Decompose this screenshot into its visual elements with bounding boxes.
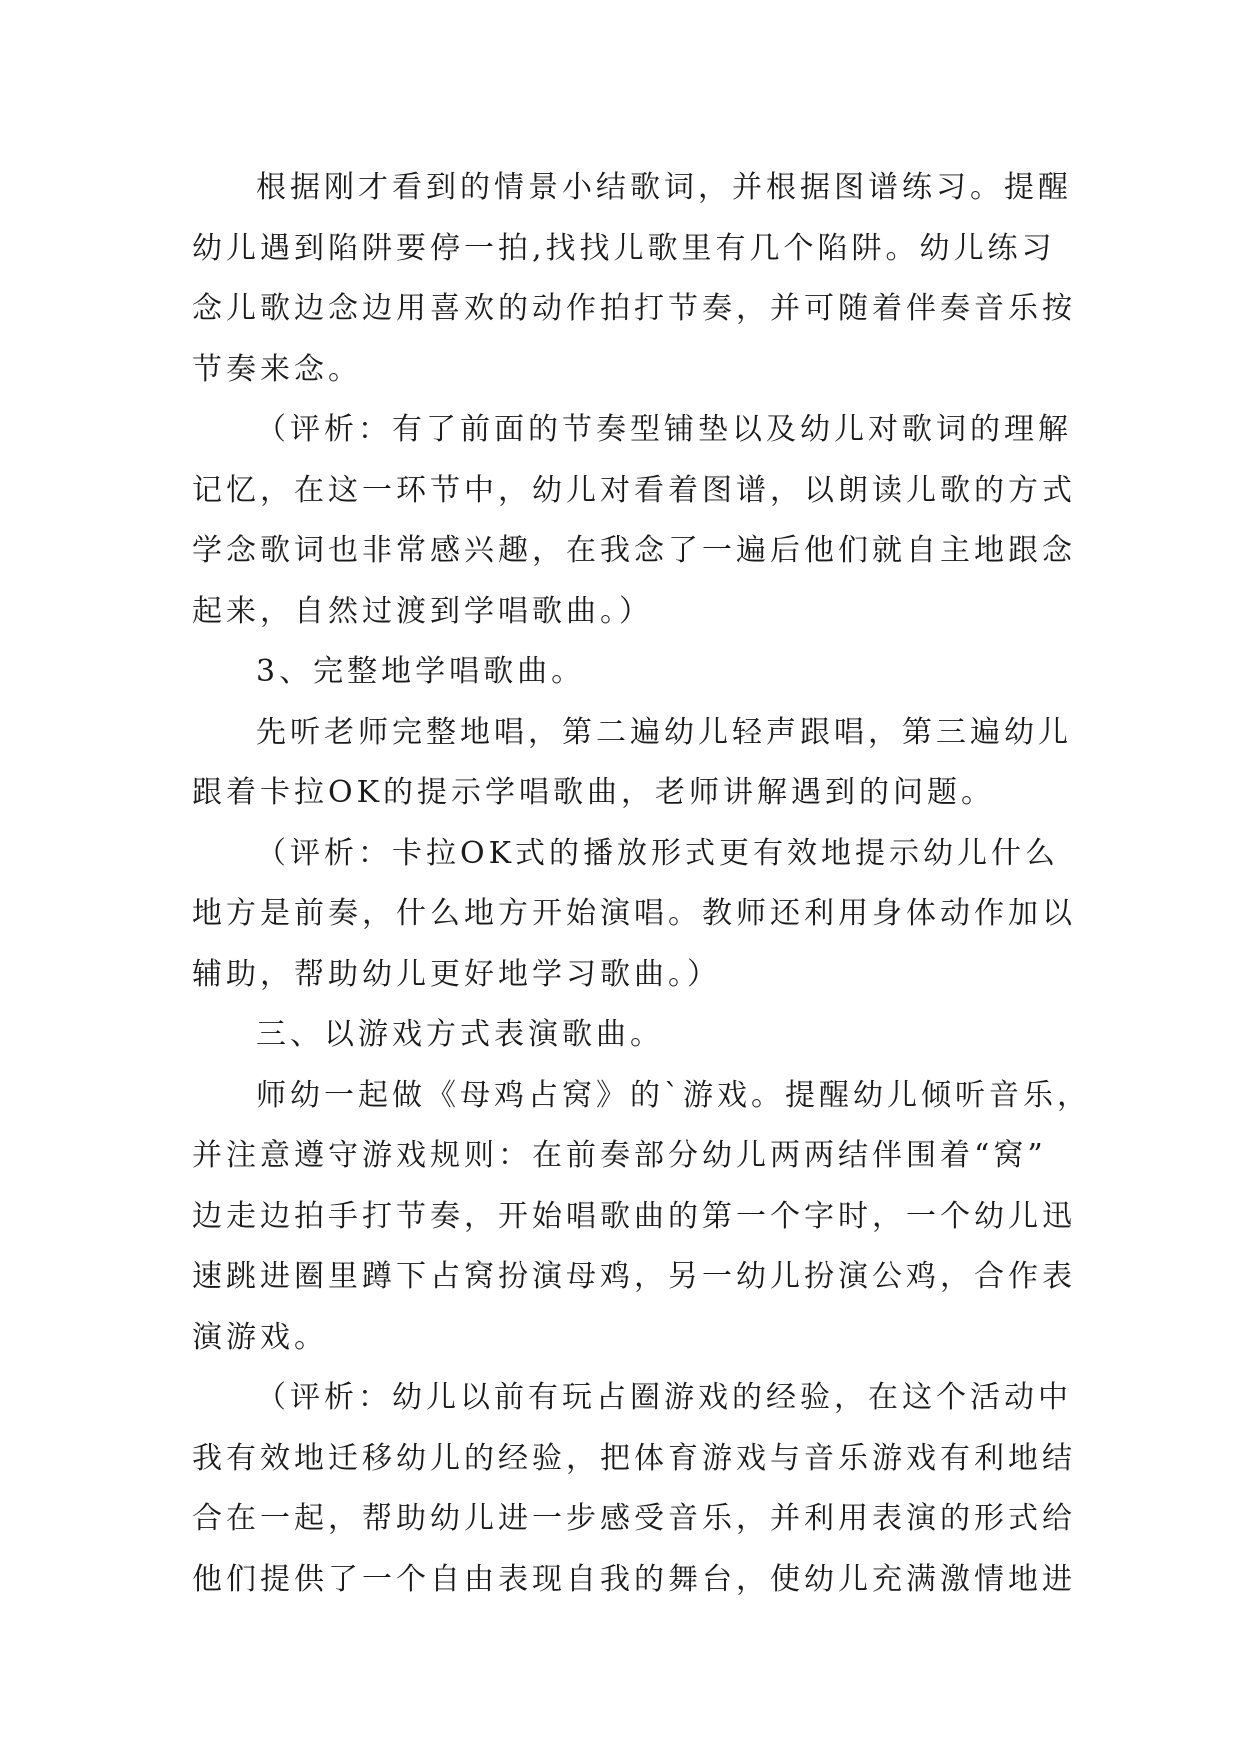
text-line: 念儿歌边念边用喜欢的动作拍打节奏，并可随着伴奏音乐按	[192, 291, 1076, 326]
text-line: （评析：有了前面的节奏型铺垫以及幼儿对歌词的理解	[256, 412, 1072, 447]
text-line: 幼儿遇到陷阱要停一拍,找找儿歌里有几个陷阱。幼儿练习	[192, 230, 1056, 266]
text-line: 速跳进圈里蹲下占窝扮演母鸡，另一幼儿扮演公鸡，合作表	[192, 1259, 1076, 1294]
document-body	[192, 158, 1091, 1610]
text-line: 演游戏。	[192, 1319, 328, 1355]
paragraph	[192, 158, 1076, 400]
paragraph	[192, 1066, 1091, 1369]
text-line: 边走边拍手打节奏，开始唱歌曲的第一个字时，一个幼儿迅	[192, 1198, 1076, 1234]
text-line: （评析：卡拉OK式的播放形式更有效地提示幼儿什么	[256, 835, 1060, 871]
text-line: 记忆，在这一环节中，幼儿对看着图谱，以朗读儿歌的方式	[192, 472, 1076, 508]
text-line: 师幼一起做《母鸡占窝》的`游戏。提醒幼儿倾听音乐，	[256, 1077, 1091, 1113]
section-heading	[192, 642, 1052, 703]
paragraph	[192, 703, 1072, 824]
text-line: 3、完整地学唱歌曲。	[256, 654, 586, 689]
commentary-paragraph	[192, 1368, 1076, 1610]
text-line: 地方是前奏，什么地方开始演唱。教师还利用身体动作加以	[192, 896, 1076, 931]
section-heading	[192, 1005, 1052, 1066]
text-line: 先听老师完整地唱，第二遍幼儿轻声跟唱，第三遍幼儿	[256, 714, 1072, 750]
text-line: （评析：幼儿以前有玩占圈游戏的经验，在这个活动中	[256, 1380, 1072, 1415]
commentary-paragraph	[192, 824, 1076, 1006]
text-line: 辅助，帮助幼儿更好地学习歌曲。）	[192, 956, 721, 992]
text-line: 节奏来念。	[192, 351, 362, 387]
text-line: 跟着卡拉OK的提示学唱歌曲，老师讲解遇到的问题。	[192, 775, 996, 810]
text-line: 他们提供了一个自由表现自我的舞台，使幼儿充满激情地进	[192, 1561, 1076, 1597]
text-line: 合在一起，帮助幼儿进一步感受音乐，并利用表演的形式给	[192, 1501, 1076, 1536]
text-line: 学念歌词也非常感兴趣，在我念了一遍后他们就自主地跟念	[192, 533, 1076, 568]
text-line: 我有效地迁移幼儿的经验，把体育游戏与音乐游戏有利地结	[192, 1440, 1076, 1476]
text-line: 三、以游戏方式表演歌曲。	[256, 1017, 664, 1052]
text-line: 并注意遵守游戏规则：在前奏部分幼儿两两结伴围着“窝”	[192, 1138, 1047, 1173]
commentary-paragraph	[192, 400, 1076, 642]
text-line: 起来，自然过渡到学唱歌曲。）	[192, 593, 653, 629]
text-line: 根据刚才看到的情景小结歌词，并根据图谱练习。提醒	[256, 170, 1072, 205]
